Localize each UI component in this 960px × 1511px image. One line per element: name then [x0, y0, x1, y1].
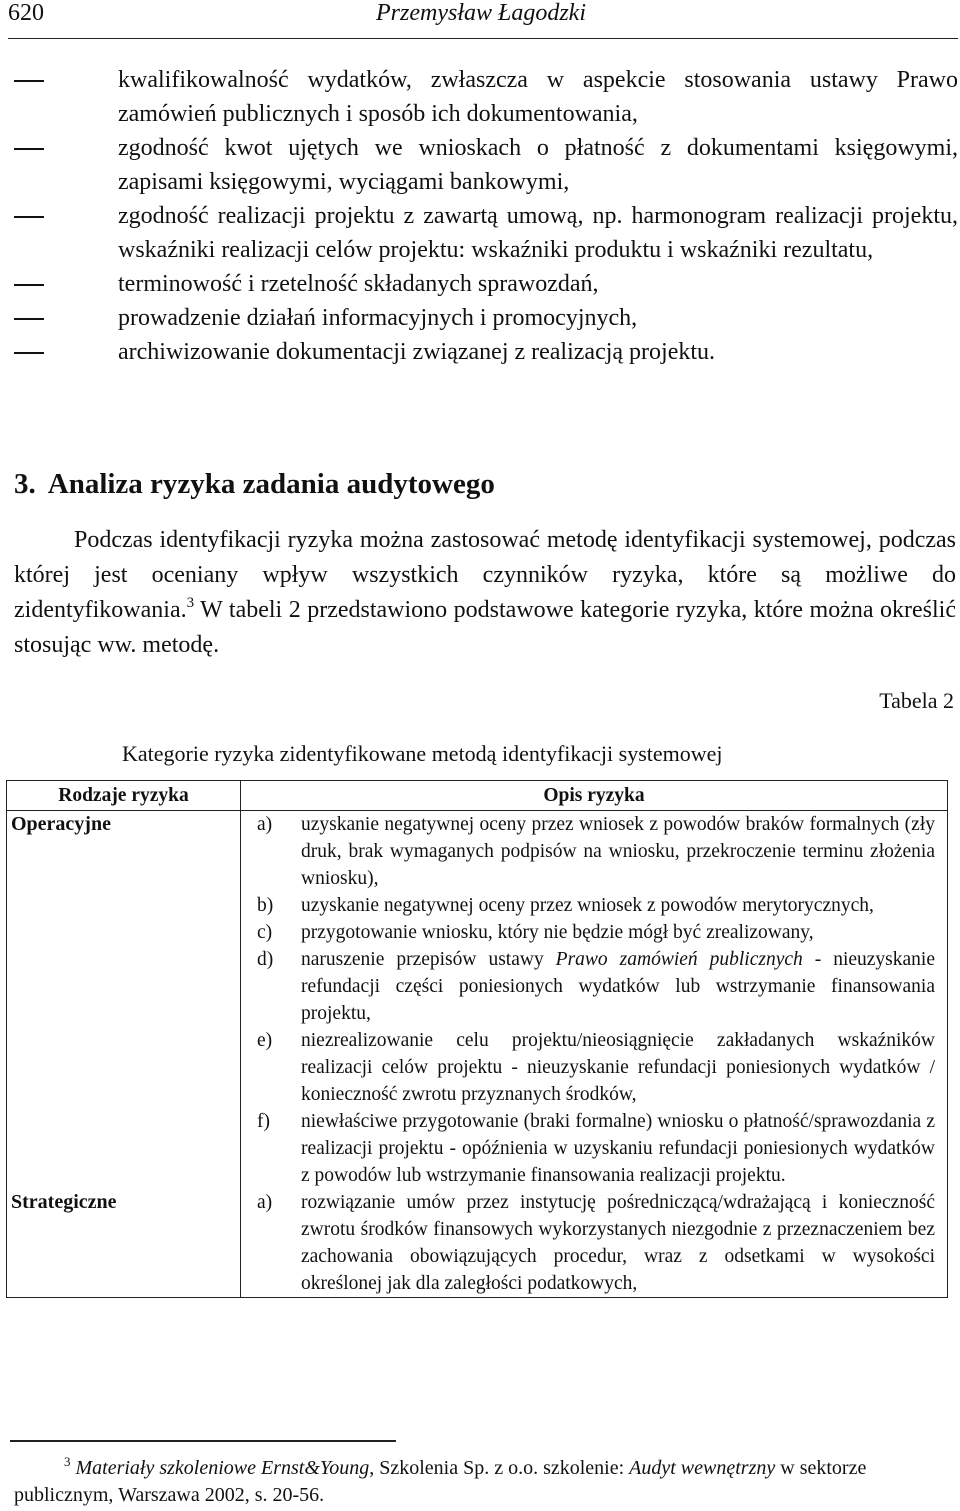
list-item: archiwizowanie dokumentacji związanej z realizacją projektu. — [14, 335, 958, 369]
footnote-number: 3 — [64, 1454, 71, 1469]
footnote: $^3$ Materiały szkoleniowe Ernst&Young, Szkolenia Sp. z o.o. szkolenie: Audyt wewnętrzny w sektorze publicznym, Warszawa 2002, s. 20-56. — [14, 1454, 867, 1506]
list-item: e) niezrealizowanie celu projektu/nieosiągnięcie zakładanych wskaźników realizacji celów projektu - nieuzyskanie refundacji poniesionych wydatków / konieczność zwrotu przyznanych środków, — [257, 1030, 935, 1105]
table-row — [7, 811, 948, 1190]
list-item: zgodność realizacji projektu z zawartą umową, np. harmonogram realizacji projektu, wskaźniki realizacji celów projektu: wskaźniki produktu i wskaźniki rezultatu, — [14, 199, 958, 267]
risk-table — [6, 780, 948, 1298]
risk-category: Strategiczne — [7, 1189, 241, 1298]
risk-category: Operacyjne — [7, 811, 241, 1190]
table-header-row — [7, 781, 948, 811]
list-item: prowadzenie działań informacyjnych i promocyjnych, — [14, 301, 958, 335]
page-number: 620 — [8, 0, 44, 26]
column-header: Opis ryzyka — [241, 781, 948, 811]
column-header: Rodzaje ryzyka — [7, 781, 241, 811]
dash-icon — [14, 318, 44, 320]
bullet-list — [14, 63, 958, 369]
footnote-divider — [10, 1440, 396, 1442]
dash-icon — [14, 80, 44, 82]
dash-icon — [14, 148, 44, 150]
table-caption: Kategorie ryzyka zidentyfikowane metodą identyfikacji systemowej — [122, 741, 723, 766]
dash-icon — [14, 216, 44, 218]
body-paragraph: Podczas identyfikacji ryzyka można zastosować metodę identyfikacji systemowej, podczas której jest oceniany wpływ wszystkich czynników ryzyka, które są możliwe do zidentyfikowania.$^3$ W tabeli 2 przedstawiono podstawowe kategorie ryzyka, które można określić stosując ww. metodę. — [14, 527, 956, 658]
list-item: c) przygotowanie wniosku, który nie będzie mógł być zrealizowany, — [257, 922, 814, 943]
list-item: f) niewłaściwe przygotowanie (braki formalne) wniosku o płatność/sprawozdania z realizacji projektu - opóźnienia w uzyskaniu refundacji poniesionych wydatków z powodów lub wstrzymanie finansowania realizacji projektu. — [257, 1111, 935, 1186]
list-item: terminowość i rzetelność składanych sprawozdań, — [14, 267, 958, 301]
table-row — [7, 1189, 948, 1298]
footnote-ref[interactable]: 3 — [186, 595, 195, 611]
dash-icon — [14, 284, 44, 286]
section-number: 3. — [14, 468, 36, 500]
list-item: zgodność kwot ujętych we wnioskach o płatność z dokumentami księgowymi, zapisami księgowymi, wyciągami bankowymi, — [14, 131, 958, 199]
risk-description — [241, 811, 948, 1190]
list-item: a) uzyskanie negatywnej oceny przez wniosek z powodów braków formalnych (zły druk, brak wymaganych podpisów na wniosku, przekroczenie terminu złożenia wniosku), — [257, 814, 935, 889]
table-label: Tabela 2 — [879, 688, 954, 713]
dash-icon — [14, 352, 44, 354]
list-item: kwalifikowalność wydatków, zwłaszcza w aspekcie stosowania ustawy Prawo zamówień publicznych i sposób ich dokumentowania, — [14, 63, 958, 131]
risk-description — [241, 1189, 948, 1298]
section-heading — [14, 468, 495, 501]
page-header — [8, 0, 958, 39]
running-author: Przemysław Łagodzki — [376, 0, 586, 26]
list-item: b) uzyskanie negatywnej oceny przez wniosek z powodów merytorycznych, — [257, 895, 874, 916]
list-item: a) rozwiązanie umów przez instytucję pośredniczącą/wdrażającą i konieczność zwrotu środków finansowych wykorzystanych niezgodnie z przeznaczeniem bez zachowania obowiązujących procedur, wraz z odsetkami w wysokości określonej jak dla zaległości podatkowych, — [257, 1192, 935, 1294]
list-item: d) naruszenie przepisów ustawy Prawo zamówień publicznych - nieuzyskanie refundacji części poniesionych wydatków lub wstrzymanie finansowania projektu, — [257, 949, 935, 1024]
section-title: Analiza ryzyka zadania audytowego — [47, 468, 495, 500]
